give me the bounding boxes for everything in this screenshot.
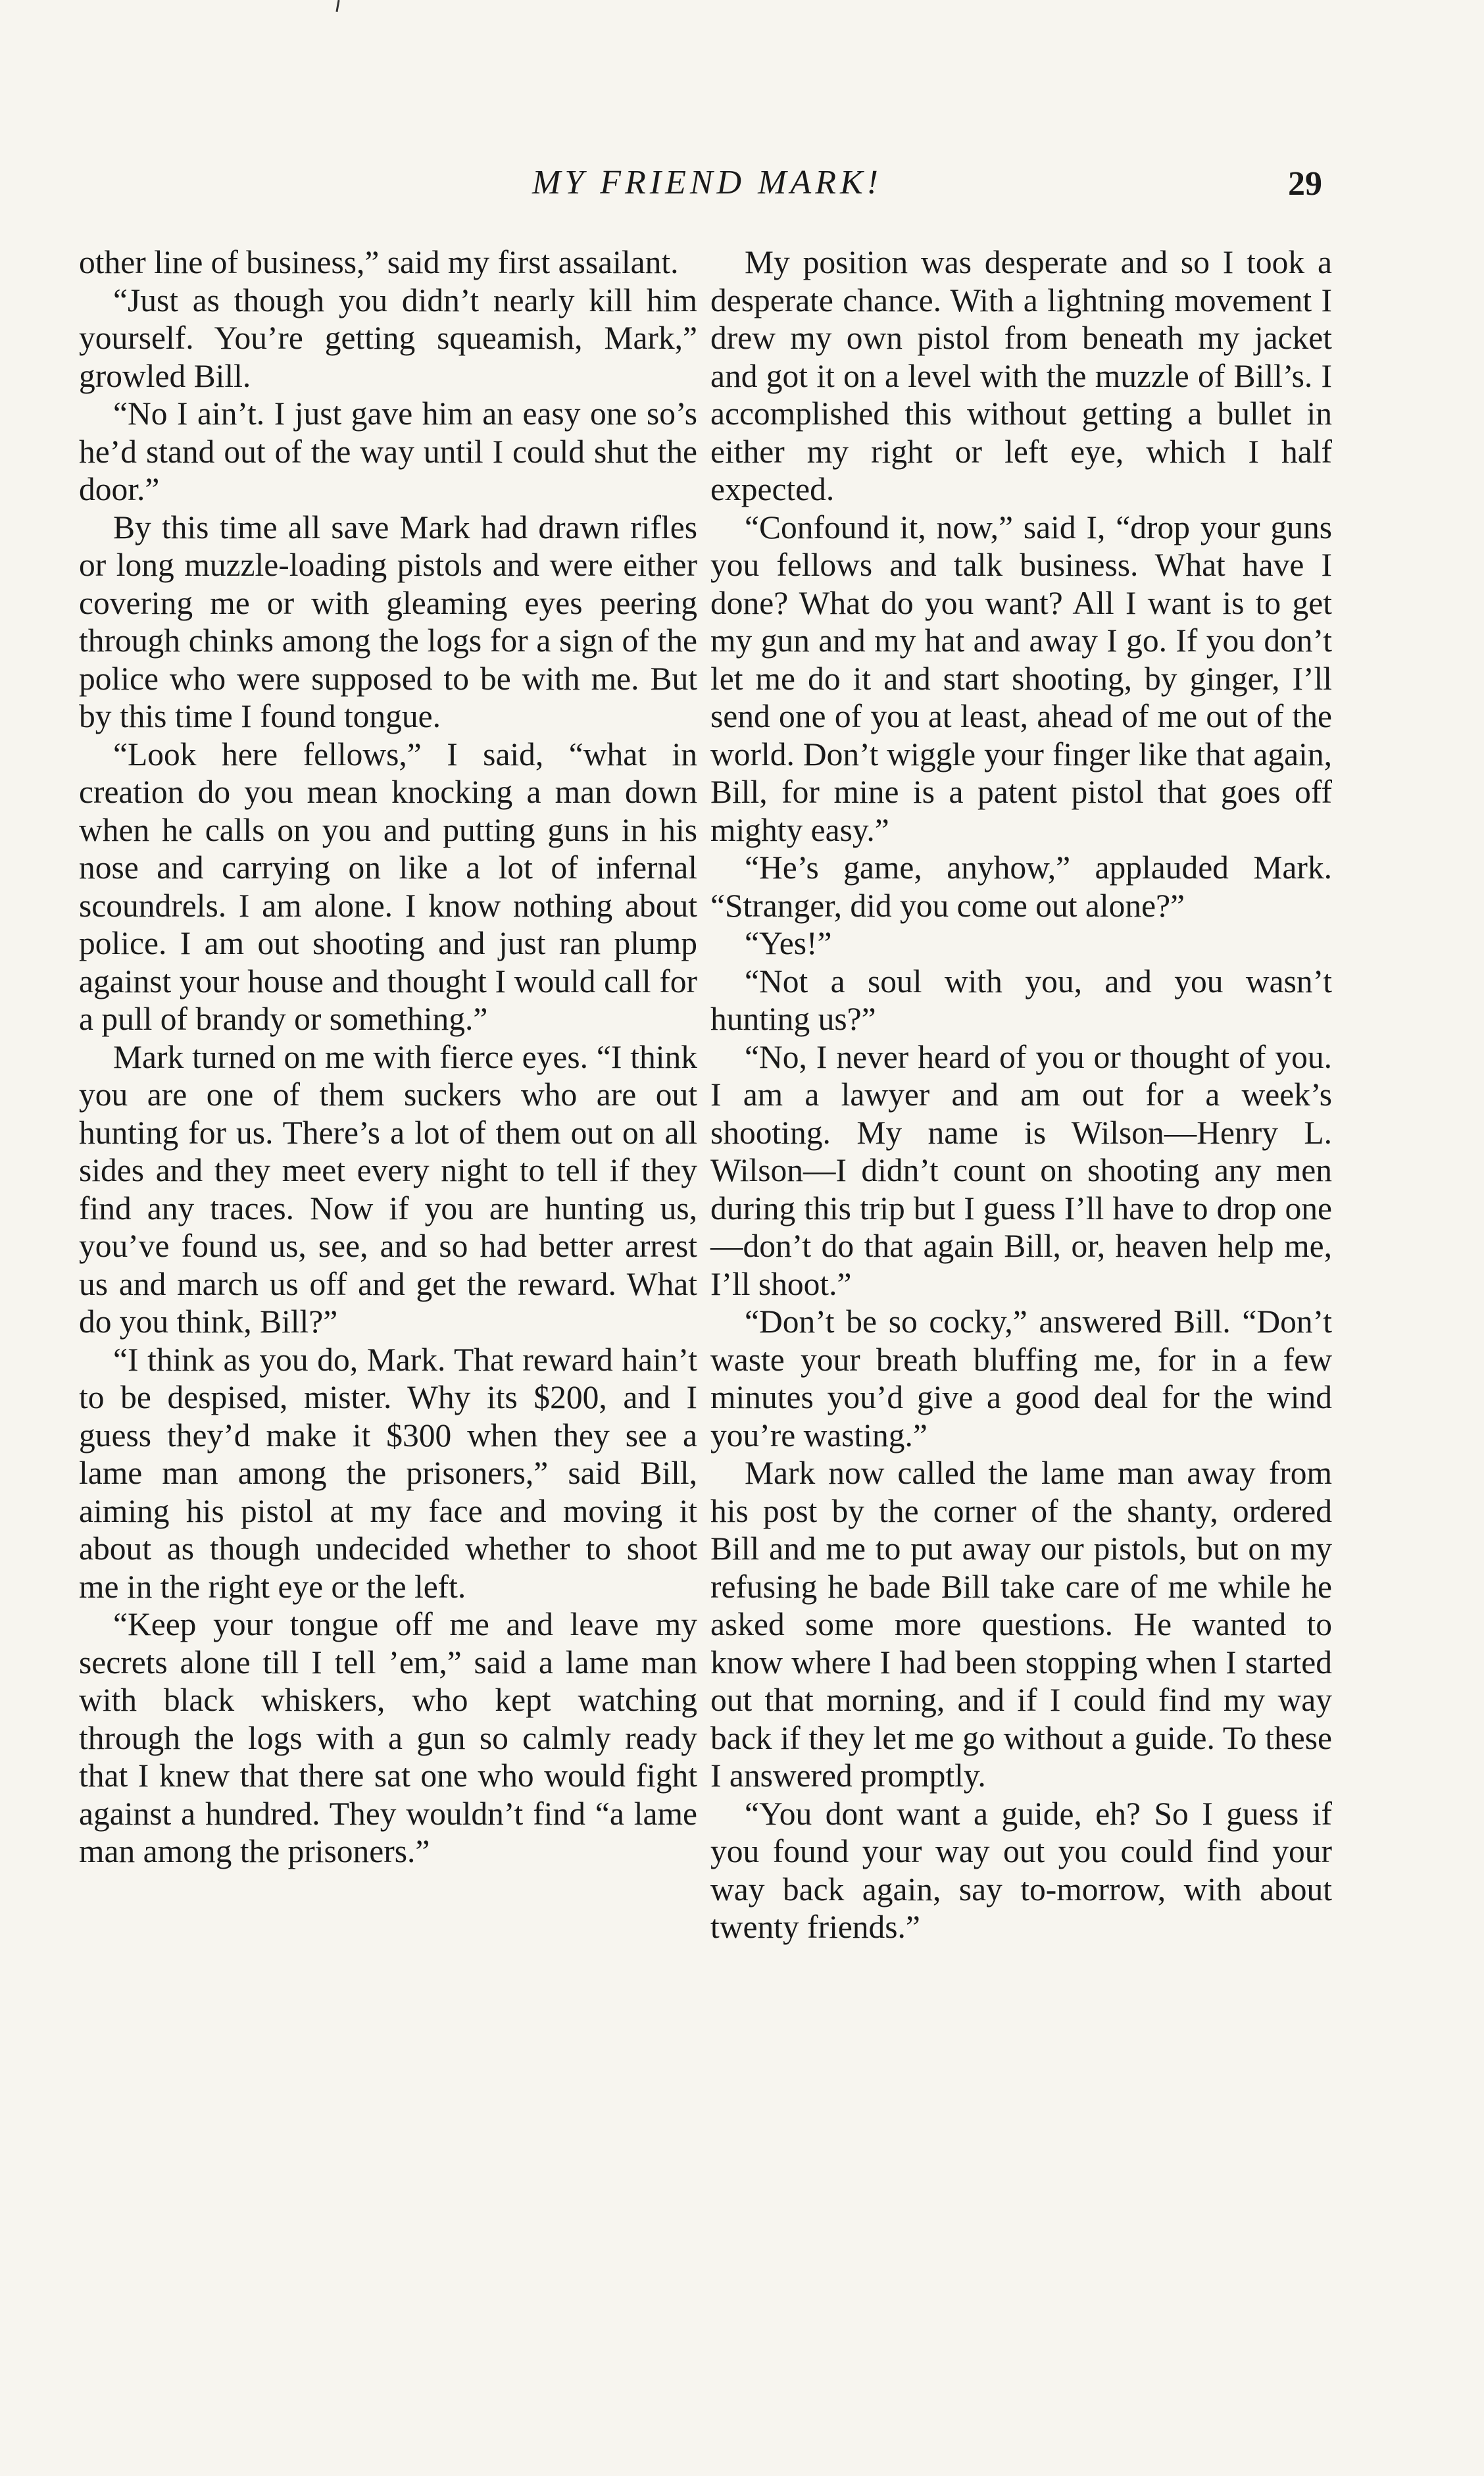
- paragraph: “No I ain’t. I just gave him an easy one so’s he’d stand out of the way until I could shut the door.”: [79, 395, 697, 507]
- print-mark: [335, 0, 339, 12]
- right-column: [710, 243, 1332, 1946]
- left-column: [79, 243, 697, 1871]
- paragraph: Mark turned on me with fierce eyes. “I think you are one of them suckers who are out hunting for us. There’s a lot of them out on all sides and they meet every night to tell if they find any traces. Now if you are hunting us, you’ve found us, see, and so had better arrest us and march us off and get the reward. What do you think, Bill?”: [79, 1038, 697, 1340]
- paragraph: “Look here fellows,” I said, “what in creation do you mean knocking a man down when he calls on you and putting guns in his nose and carrying on like a lot of infernal scoundrels. I am alone. I know nothing about police. I am out shooting and just ran plump against your house and thought I would call for a pull of brandy or something.”: [79, 736, 697, 1037]
- paragraph: “Yes!”: [745, 925, 832, 961]
- paragraph: “Not a soul with you, and you wasn’t hunting us?”: [710, 963, 1332, 1037]
- paragraph: “You dont want a guide, eh? So I guess if you found your way out you could find your way back again, say to-morrow, with about twenty friends.”: [710, 1795, 1332, 1945]
- paragraph: “He’s game, anyhow,” applauded Mark. “Stranger, did you come out alone?”: [710, 849, 1332, 924]
- paragraph: By this time all save Mark had drawn rifles or long muzzle-loading pistols and were either covering me or with gleaming eyes peering through chinks among the logs for a sign of the police who were supposed to be with me. But by this time I found tongue.: [79, 509, 697, 734]
- paragraph: Mark now called the lame man away from his post by the corner of the shanty, ordered Bill and me to put away our pistols, but on my refusing he bade Bill take care of me while he asked some more questions. He wanted to know where I had been stopping when I started out that morning, and if I could find my way back if they let me go without a guide. To these I answered promptly.: [710, 1455, 1332, 1794]
- paragraph: “Confound it, now,” said I, “drop your guns you fellows and talk business. What have I done? What do you want? All I want is to get my gun and my hat and away I go. If you don’t let me do it and start shooting, by ginger, I’ll send one of you at least, ahead of me out of the world. Don’t wiggle your finger like that again, Bill, for mine is a patent pistol that goes off mighty easy.”: [710, 509, 1332, 848]
- paragraph: other line of business,” said my first assailant.: [79, 244, 679, 280]
- page-header: [79, 163, 1335, 209]
- running-title: MY FRIEND MARK!: [532, 164, 882, 201]
- paragraph: “Keep your tongue off me and leave my secrets alone till I tell ’em,” said a lame man with black whiskers, who kept watching through the logs with a gun so calmly ready that I knew that there sat one who would fight against a hundred. They wouldn’t find “a lame man among the prisoners.”: [79, 1606, 697, 1869]
- paragraph: “I think as you do, Mark. That reward hain’t to be despised, mister. Why its $200, and I guess they’d make it $300 when they see a lame man among the prisoners,” said Bill, aiming his pistol at my face and moving it about as though undecided whether to shoot me in the right eye or the left.: [79, 1341, 697, 1605]
- paragraph: “Just as though you didn’t nearly kill him yourself. You’re getting squeamish, Mark,” growled Bill.: [79, 282, 697, 394]
- paragraph: “Don’t be so cocky,” answered Bill. “Don’t waste your breath bluffing me, for in a few minutes you’d give a good deal for the wind you’re wasting.”: [710, 1303, 1332, 1453]
- page-number: 29: [1288, 165, 1322, 203]
- paragraph: “No, I never heard of you or thought of you. I am a lawyer and am out for a week’s shooting. My name is Wilson—Henry L. Wilson—I didn’t count on shooting any men during this trip but I guess I’ll have to drop one—don’t do that again Bill, or, heaven help me, I’ll shoot.”: [710, 1038, 1332, 1302]
- paragraph: My position was desperate and so I took a desperate chance. With a lightning movement I drew my own pistol from beneath my jacket and got it on a level with the muzzle of Bill’s. I accomplished this without getting a bullet in either my right or left eye, which I half expected.: [710, 244, 1332, 507]
